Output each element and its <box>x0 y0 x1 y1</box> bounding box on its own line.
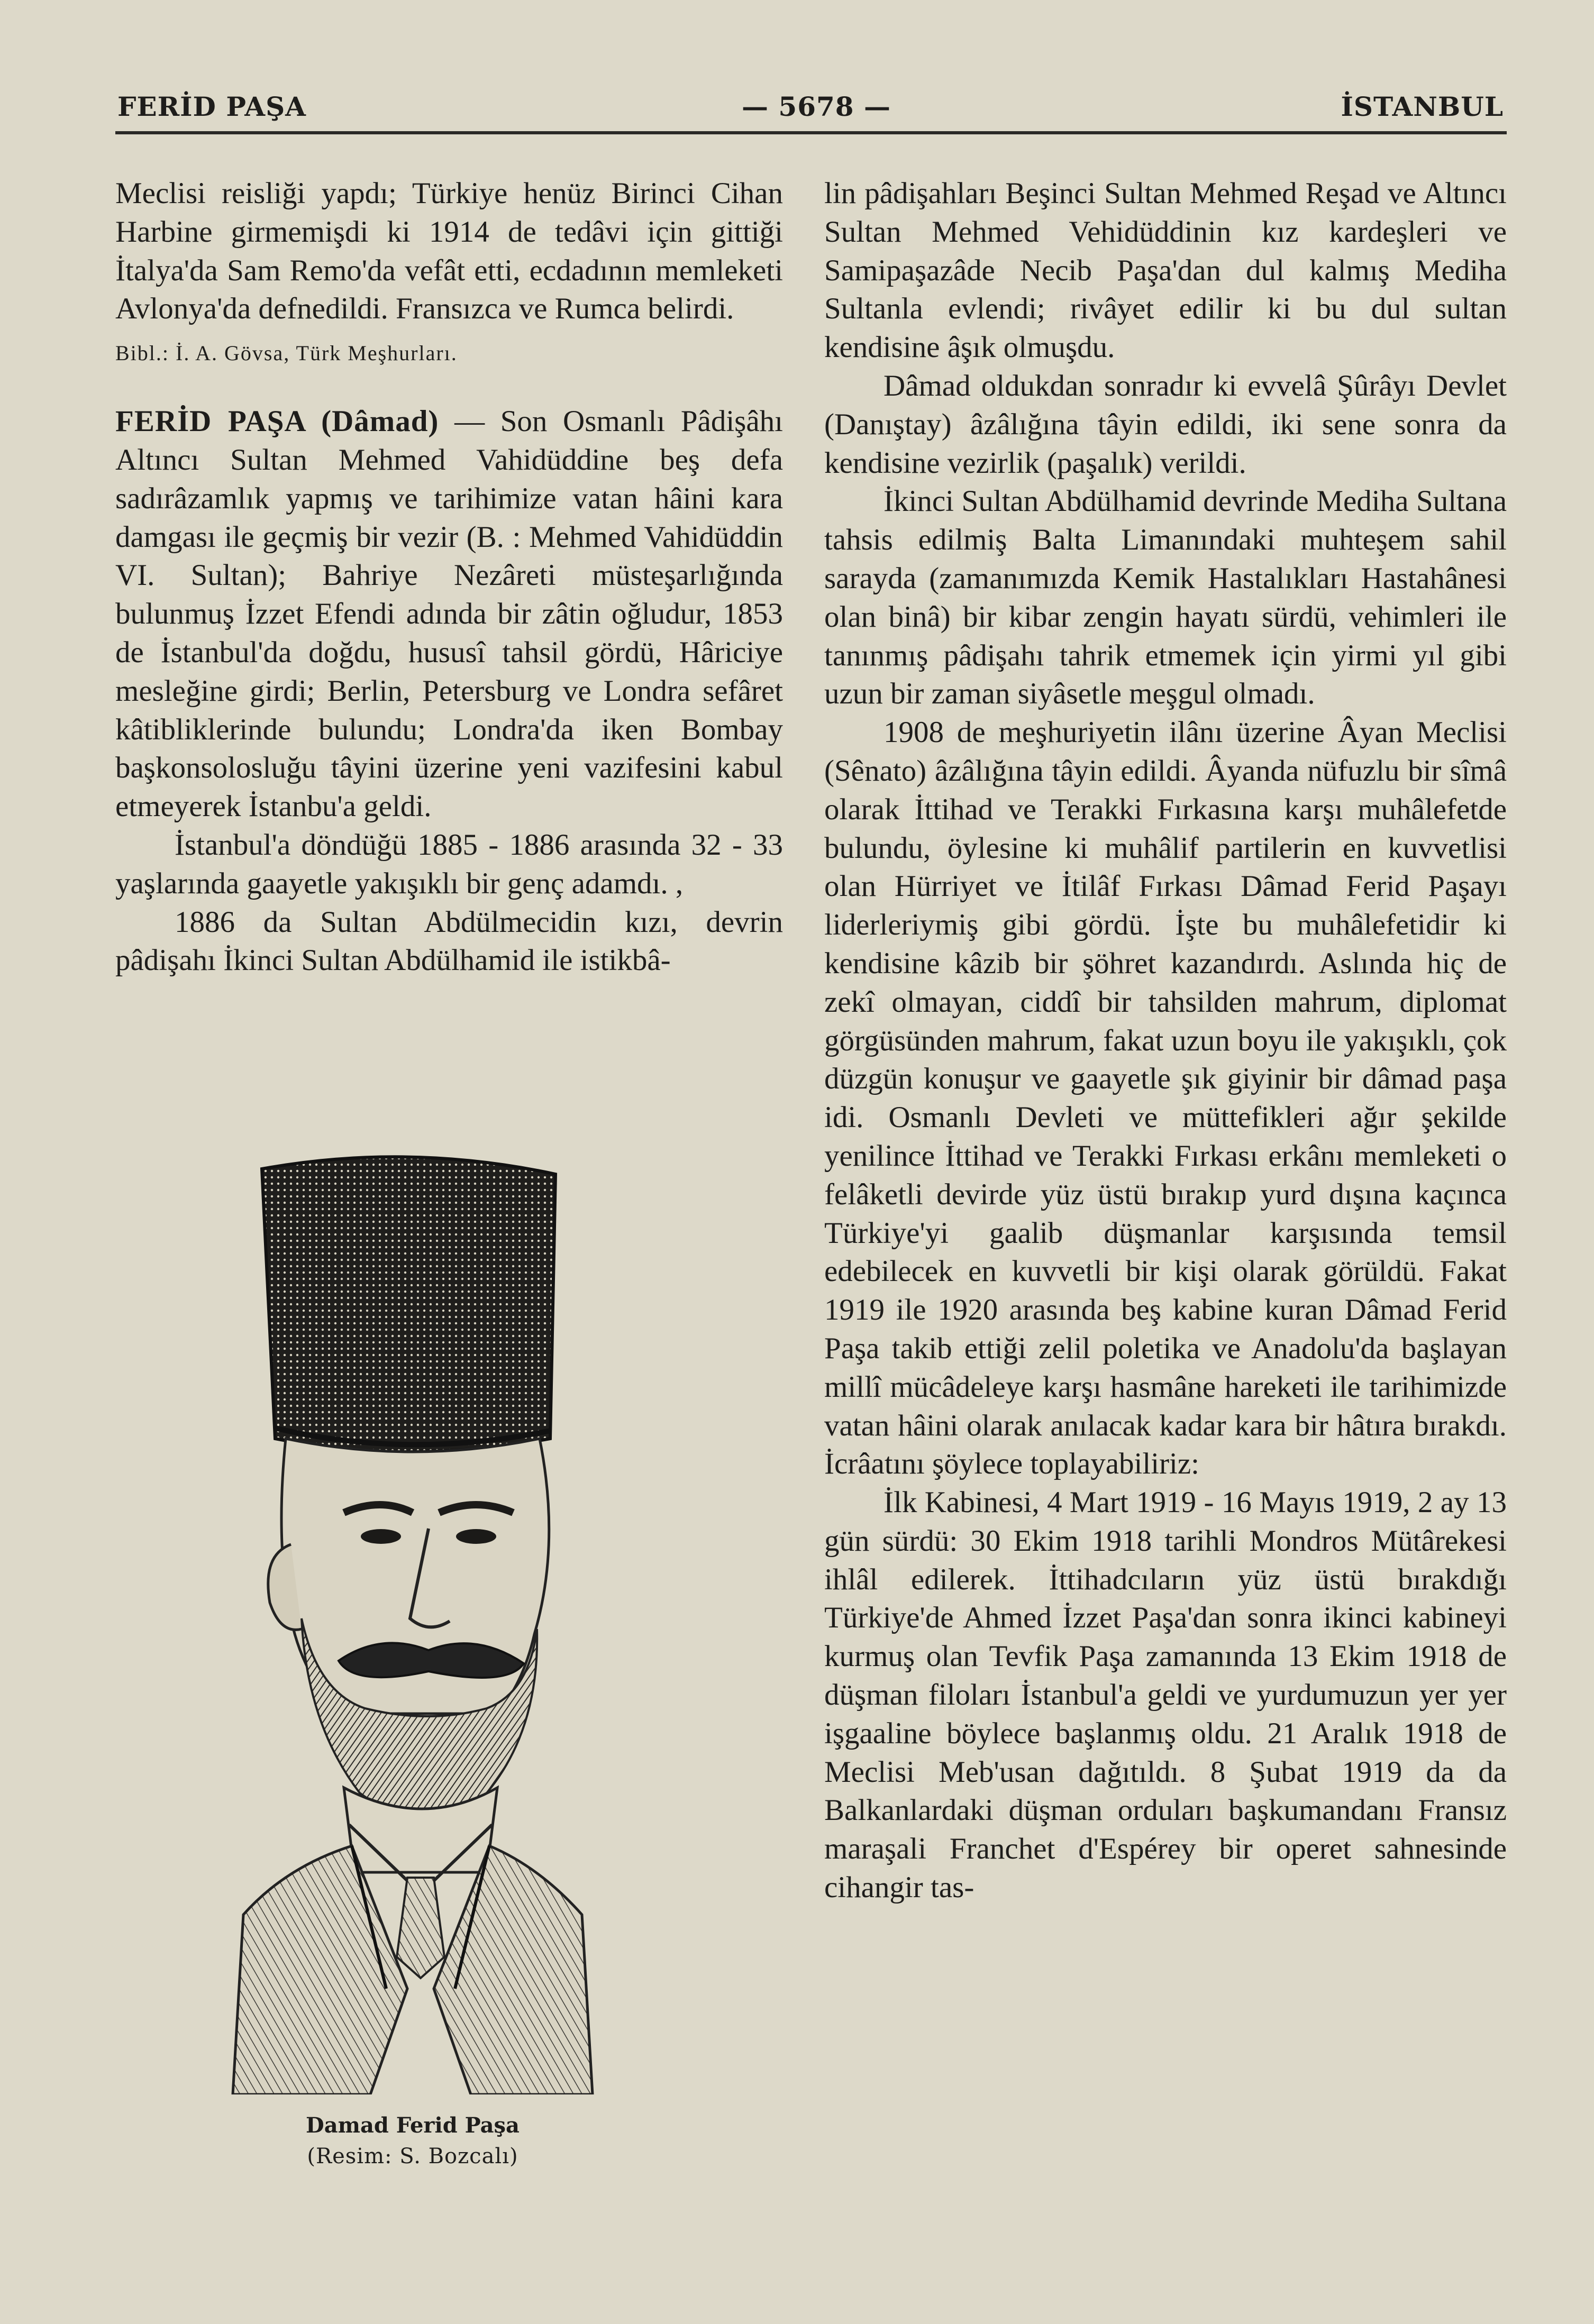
paragraph: 1886 da Sultan Abdülmecidin kızı, devrin pâdişahı İkinci Sultan Abdülhamid ile istikbâ- <box>115 905 783 977</box>
entry-headword: FERİD PAŞA (Dâmad) <box>115 405 439 438</box>
paragraph: 1908 de meşhuriyetin ilânı üzerine Âyan Meclisi (Sênato) âzâlığına tâyin edildi. Âyanda nüfuzlu bir sîmâ olarak İttihad ve Terakki Fırkasına karşı muhâlefetde bulundu, öylesine ki muhâlif partilerin en kuvvetlisi olan Hürriyet ve İtilâf Fırkası Dâmad Ferid Paşayı liderleriymiş gibi gördü. İşte bu muhâlefetidir ki kendisine kâzib bir şöhret kazandırdı. Aslında hiç de zekî olmayan, ciddî bir tahsilden mahrum, diplomat görgüsünden mahrum, fakat uzun boyu ile yakışıklı, çok düzgün konuşur ve gaayetle şık giyinir bir dâmad paşa idi. Osmanlı Devleti ve müttefikleri ağır şekilde yenilince İttihad ve Terakki Fırkası erkânı memleketi o felâketli devirde yüz üstü bırakıp yurd dışına kaçınca Türkiye'yi gaalib düşmanlar karşısında temsil edebilecek en kuvvetli bir kişi olarak görüldü. Fakat 1919 ile 1920 arasında beş kabine kuran Dâmad Ferid Paşa takib ettiği zelil poletika ve Anadolu'da başlayan millî mücâdeleye karşı hasmâne hareketi ile tarihimizde vatan hâini olarak anılacak kadar kara bir hâtıra bırakdı. İcrâatını şöylece toplayabiliriz: <box>824 716 1507 1481</box>
left-column <box>115 175 783 980</box>
caption-credit: (Resim: S. Bozcalı) <box>307 2144 518 2169</box>
figure-caption <box>212 2110 614 2172</box>
fez-shape <box>262 1157 555 1452</box>
paragraph: İstanbul'a döndüğü 1885 - 1886 arasında 32 - 33 yaşlarında gaayetle yakışıklı bir genç adamdı. , <box>115 828 783 900</box>
portrait-illustration <box>212 1142 614 2094</box>
running-head-right: İSTANBUL <box>1341 91 1504 122</box>
right-column <box>824 175 1507 1907</box>
paragraph: İlk Kabinesi, 4 Mart 1919 - 16 Mayıs 1919, 2 ay 13 gün sürdü: 30 Ekim 1918 tarihli Mondros Mütârekesi ihlâl edilerek. İttihadcıların yüz üstü bırakdığı Türkiye'de Ahmed İzzet Paşa'dan sonra ikinci kabineyi kurmuş olan Tevfik Paşa zamanında 13 Ekim 1918 de düşman filoları İstanbul'a geldi ve yurdumuzun yer yer işgaaline böylece başlanmış oldu. 21 Aralık 1918 de Meclisi Meb'usan dağıtıldı. 8 Şubat 1919 da da Balkanlardaki düşman orduları başkumandanı Fransız maraşali Franchet d'Espérey bir operet sahnesinde cihangir tas- <box>824 1486 1507 1905</box>
caption-title: Damad Ferid Paşa <box>306 2113 520 2138</box>
bibliography: Bibl.: İ. A. Gövsa, Türk Meşhurları. <box>115 341 458 365</box>
paragraph: lin pâdişahları Beşinci Sultan Mehmed Reşad ve Altıncı Sultan Mehmed Vehidüddinin kız kardeşleri ve Samipaşazâde Necib Paşa'dan dul kalmış Mediha Sultanla evlendi; rivâyet edilir ki bu dul sultan kendisine âşık olmuşdu. <box>824 177 1507 364</box>
paragraph: İkinci Sultan Abdülhamid devrinde Mediha Sultana tahsis edilmiş Balta Limanındaki muhteşem sahil sarayda (zamanımızda Kemik Hastalıkları Hastahânesi olan binâ) bir kibar zengin hayatı sürdü, vehimleri ile tanınmış pâdişahı tahrik etmemek için yirmi yıl gibi uzun bir zaman siyâsetle meşgul olmadı. <box>824 484 1507 711</box>
entry-paragraph <box>115 402 783 826</box>
moustache-shape <box>339 1643 524 1678</box>
paragraph: Meclisi reisliği yapdı; Türkiye henüz Birinci Cihan Harbine girmemişdi ki 1914 de tedâvi için gittiği İtalya'da Sam Remo'da vefât etti, ecdadının memleketi Avlonya'da defnedildi. Fransızca ve Rumca belirdi. <box>115 177 783 326</box>
running-head <box>117 91 1504 128</box>
entry-text: — Son Osmanlı Pâdişâhı Altıncı Sultan Mehmed Vahidüddine beş defa sadırâzamlık yapmış ve tarihimize vatan hâini kara damgası ile geçmiş bir vezir (B. : Mehmed Vahidüddin VI. Sultan); Bahriye Nezâreti müsteşarlığında bulunmuş İzzet Efendi adında bir zâtin oğludur, 1853 de İstanbul'da doğdu, hususî tahsil gördü, Hâriciye mesleğine girdi; Berlin, Petersburg ve Londra sefâret kâtibliklerinde bulundu; Londra'da iken Bombay başkonsolosluğu tâyini üzerine yeni vazifesini kabul etmeyerek İstanbu'a geldi. <box>115 405 784 824</box>
paragraph: Dâmad oldukdan sonradır ki evvelâ Şûrâyı Devlet (Danıştay) âzâlığına tâyin edildi, iki sene sonra da kendisine vezirlik (paşalık) verildi. <box>824 369 1507 480</box>
running-head-left: FERİD PAŞA <box>117 91 306 122</box>
header-rule <box>115 131 1507 134</box>
page-number: — 5678 — <box>742 91 891 122</box>
